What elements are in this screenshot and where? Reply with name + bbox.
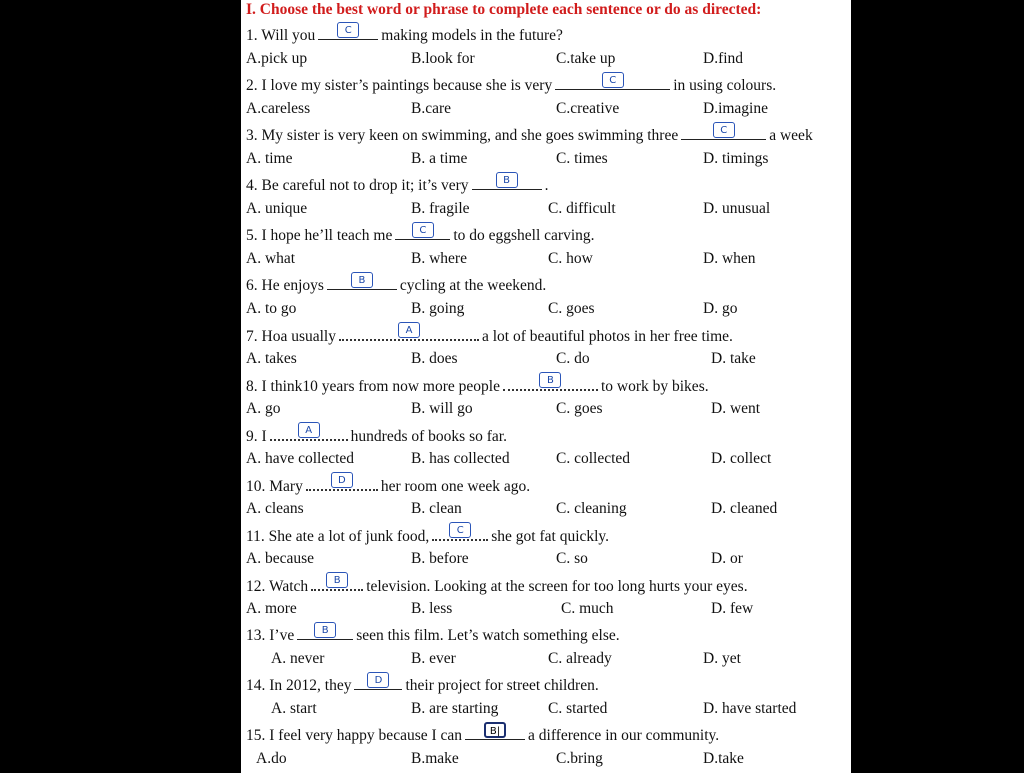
question-text-end: she got fat quickly. <box>491 528 610 545</box>
question-13 <box>246 624 620 646</box>
option-c[interactable]: C. difficult <box>548 200 616 217</box>
option-b[interactable]: B. does <box>411 350 458 367</box>
question-9 <box>246 424 507 447</box>
question-text-end: her room one week ago. <box>380 478 531 495</box>
question-text: 1. Will you <box>246 27 316 44</box>
option-b[interactable]: B. where <box>411 250 467 267</box>
answer-box[interactable]: C <box>713 122 735 138</box>
answer-box[interactable]: C <box>412 222 434 238</box>
option-c[interactable]: C.creative <box>556 100 620 117</box>
option-b[interactable]: B.care <box>411 100 452 117</box>
option-b[interactable]: B. going <box>411 300 465 317</box>
option-d[interactable]: D. cleaned <box>711 500 778 517</box>
question-2 <box>246 74 776 96</box>
answer-blank[interactable] <box>318 24 378 40</box>
option-d[interactable]: D. have started <box>703 700 797 717</box>
answer-box[interactable]: B| <box>484 722 506 738</box>
option-a[interactable]: A. because <box>246 550 314 567</box>
question-text-end: cycling at the weekend. <box>399 277 547 294</box>
answer-blank[interactable] <box>472 174 542 190</box>
option-b[interactable]: B. less <box>411 600 453 617</box>
option-a[interactable]: A.pick up <box>246 50 308 67</box>
question-15 <box>246 724 719 746</box>
answer-blank[interactable] <box>465 724 525 740</box>
question-3 <box>246 124 813 146</box>
question-6 <box>246 274 546 296</box>
option-a[interactable]: A. takes <box>246 350 297 367</box>
question-text-end: in using colours. <box>673 77 777 94</box>
answer-box[interactable]: B <box>351 272 373 288</box>
option-c[interactable]: C. started <box>548 700 608 717</box>
answer-box[interactable]: C <box>337 22 359 38</box>
question-text: 10. Mary <box>246 478 303 495</box>
option-c[interactable]: C. so <box>556 550 588 567</box>
question-text: 14. In 2012, they <box>246 677 352 694</box>
option-c[interactable]: C. how <box>548 250 593 267</box>
answer-blank[interactable] <box>297 624 353 640</box>
answer-blank[interactable] <box>311 574 363 591</box>
question-text: 6. He enjoys <box>246 277 324 294</box>
option-a[interactable]: A. never <box>271 650 325 667</box>
question-text-end: to work by bikes. <box>600 378 709 395</box>
answer-blank[interactable] <box>555 74 670 90</box>
question-1 <box>246 24 563 46</box>
question-text-end: a week <box>769 127 813 144</box>
question-text: 13. I’ve <box>246 627 295 644</box>
question-text-end: making models in the future? <box>381 27 563 44</box>
question-text: 7. Hoa usually <box>246 328 336 345</box>
answer-box[interactable]: C <box>602 72 624 88</box>
question-text-end: seen this film. Let’s watch something else. <box>356 627 620 644</box>
option-a[interactable]: A. cleans <box>246 500 304 517</box>
answer-box[interactable]: B <box>314 622 336 638</box>
answer-box[interactable]: B <box>496 172 518 188</box>
option-a[interactable]: A.careless <box>246 100 311 117</box>
option-d[interactable]: D. collect <box>711 450 772 467</box>
answer-box[interactable]: A <box>298 422 320 438</box>
option-a[interactable]: A. time <box>246 150 293 167</box>
option-d[interactable]: D. unusual <box>703 200 771 217</box>
question-text: 12. Watch <box>246 578 309 595</box>
question-8 <box>246 374 709 397</box>
answer-blank[interactable] <box>395 224 450 240</box>
option-c[interactable]: C.take up <box>556 50 616 67</box>
question-text: 2. I love my sister’s paintings because she is very <box>246 77 553 94</box>
option-c[interactable]: C. collected <box>556 450 631 467</box>
answer-box[interactable]: C <box>449 522 471 538</box>
question-text: 11. She ate a lot of junk food, <box>246 528 430 545</box>
question-text: 4. Be careful not to drop it; it’s very <box>246 177 469 194</box>
option-b[interactable]: B. ever <box>411 650 456 667</box>
option-a[interactable]: A. unique <box>246 200 308 217</box>
question-11 <box>246 524 609 547</box>
option-b[interactable]: B. clean <box>411 500 462 517</box>
option-a[interactable]: A. go <box>246 400 281 417</box>
option-b[interactable]: B. a time <box>411 150 468 167</box>
answer-box[interactable]: D <box>331 472 353 488</box>
option-a[interactable]: A. to go <box>246 300 297 317</box>
question-text-end: their project for street children. <box>405 677 599 694</box>
question-text-end: . <box>544 177 549 194</box>
option-b[interactable]: B. will go <box>411 400 473 417</box>
option-d[interactable]: D. or <box>711 550 743 567</box>
answer-blank[interactable] <box>503 374 598 391</box>
option-b[interactable]: B. are starting <box>411 700 499 717</box>
question-5 <box>246 224 595 246</box>
option-c[interactable]: C.bring <box>556 750 603 767</box>
question-text-end: a lot of beautiful photos in her free time. <box>481 328 733 345</box>
question-text-end: television. Looking at the screen for too long hurts your eyes. <box>366 578 748 595</box>
worksheet-page <box>241 0 851 773</box>
answer-blank[interactable] <box>681 124 766 140</box>
question-text: 8. I think10 years from now more people <box>246 378 500 395</box>
question-10 <box>246 474 530 497</box>
question-text-end: a difference in our community. <box>528 727 720 744</box>
option-a[interactable]: A. what <box>246 250 296 267</box>
answer-box[interactable]: D <box>367 672 389 688</box>
option-c[interactable]: C. already <box>548 650 612 667</box>
option-d[interactable]: D. go <box>703 300 738 317</box>
question-14 <box>246 674 599 696</box>
answer-blank[interactable] <box>432 524 488 541</box>
option-c[interactable]: C. do <box>556 350 590 367</box>
option-a[interactable]: A.do <box>256 750 287 767</box>
option-b[interactable]: B. fragile <box>411 200 470 217</box>
option-a[interactable]: A. more <box>246 600 297 617</box>
question-text: 9. I <box>246 428 267 445</box>
option-c[interactable]: C. goes <box>548 300 595 317</box>
option-d[interactable]: D. went <box>711 400 761 417</box>
option-b[interactable]: B. before <box>411 550 469 567</box>
question-text-end: hundreds of books so far. <box>350 428 507 445</box>
option-c[interactable]: C. much <box>561 600 614 617</box>
exercise-title: I. Choose the best word or phrase to complete each sentence or do as directed: <box>246 1 762 18</box>
option-d[interactable]: D. take <box>711 350 756 367</box>
question-text: 5. I hope he’ll teach me <box>246 227 393 244</box>
option-c[interactable]: C. cleaning <box>556 500 627 517</box>
option-d[interactable]: D.find <box>703 50 744 67</box>
option-b[interactable]: B.make <box>411 750 459 767</box>
question-12 <box>246 574 748 597</box>
option-d[interactable]: D. yet <box>703 650 741 667</box>
question-7 <box>246 324 733 347</box>
answer-box[interactable]: B <box>539 372 561 388</box>
option-d[interactable]: D.take <box>703 750 744 767</box>
answer-box[interactable]: B <box>326 572 348 588</box>
option-c[interactable]: C. goes <box>556 400 603 417</box>
option-d[interactable]: D. few <box>711 600 754 617</box>
answer-blank[interactable] <box>339 324 479 341</box>
option-a[interactable]: A. have collected <box>246 450 355 467</box>
answer-blank[interactable] <box>306 474 378 491</box>
option-b[interactable]: B. has collected <box>411 450 510 467</box>
answer-blank[interactable] <box>327 274 397 290</box>
answer-blank[interactable] <box>354 674 402 690</box>
option-d[interactable]: D. timings <box>703 150 769 167</box>
question-4 <box>246 174 548 196</box>
answer-blank[interactable] <box>270 424 348 441</box>
option-b[interactable]: B.look for <box>411 50 475 67</box>
question-text-end: to do eggshell carving. <box>453 227 595 244</box>
option-d[interactable]: D.imagine <box>703 100 768 117</box>
option-a[interactable]: A. start <box>271 700 317 717</box>
question-text: 15. I feel very happy because I can <box>246 727 463 744</box>
answer-box[interactable]: A <box>398 322 420 338</box>
option-c[interactable]: C. times <box>556 150 608 167</box>
question-text: 3. My sister is very keen on swimming, and she goes swimming three <box>246 127 679 144</box>
option-d[interactable]: D. when <box>703 250 756 267</box>
